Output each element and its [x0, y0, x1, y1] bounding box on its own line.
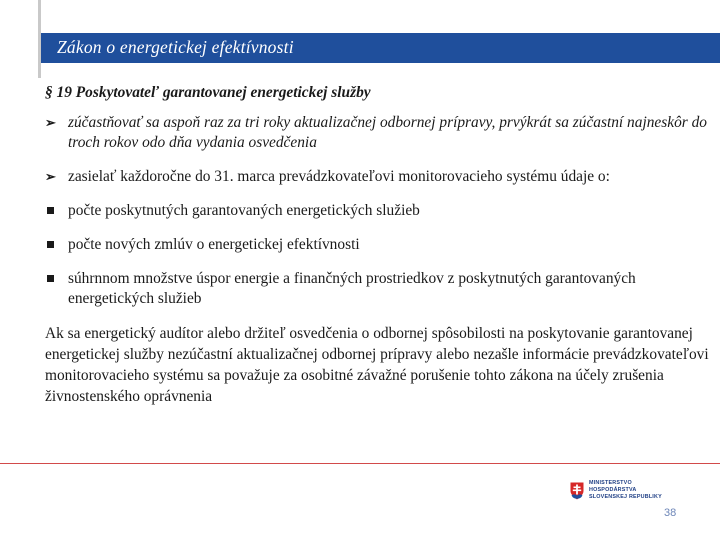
list-item-text: počte nových zmlúv o energetickej efektívnosti [68, 236, 360, 253]
square-bullet-icon [47, 207, 54, 214]
arrow-bullet-icon: ➢ [45, 169, 56, 184]
list-item-text: zasielať každoročne do 31. marca prevádzkovateľovi monitorovacieho systému údaje o: [68, 168, 610, 185]
title-bar [41, 33, 720, 63]
slide-content [45, 83, 713, 407]
logo-line: MINISTERSTVO [589, 480, 632, 486]
list-item [45, 235, 713, 255]
square-bullet-icon [47, 241, 54, 248]
list-item-text: zúčastňovať sa aspoň raz za tri roky aktualizačnej odbornej prípravy, prvýkrát sa zúčastní najneskôr do troch rokov odo dňa vydania osvedčenia [68, 114, 707, 151]
list-item [45, 201, 713, 221]
list-item-text: počte poskytnutých garantovaných energetických služieb [68, 202, 420, 219]
page-number: 38 [664, 507, 677, 519]
ministry-logo [569, 479, 719, 509]
arrow-bullet-icon: ➢ [45, 115, 56, 130]
list-item-text: súhrnnom množstve úspor energie a finančných prostriedkov z poskytnutých garantovaných energetických služieb [68, 270, 636, 307]
logo-text [589, 480, 662, 502]
slovak-coat-of-arms-icon [569, 481, 585, 501]
list-item [45, 113, 713, 153]
footer-rule [0, 463, 720, 464]
list-item [45, 269, 713, 309]
square-bullet-icon [47, 275, 54, 282]
logo-line: HOSPODÁRSTVA [589, 487, 637, 494]
page-title: Zákon o energetickej efektívnosti [57, 37, 294, 57]
section-heading: § 19 Poskytovateľ garantovanej energetickej služby [45, 84, 371, 101]
closing-paragraph: Ak sa energetický audítor alebo držiteľ osvedčenia o odbornej spôsobilosti na poskytovanie garantovanej energetickej služby nezúčastní aktualizačnej odbornej prípravy alebo nezašle informácie prevádzkovateľovi monitorovacieho systému sa považuje za osobitné závažné porušenie tohto zákona na účely zrušenia živnostenského oprávnenia [45, 325, 709, 405]
logo-line: SLOVENSKEJ REPUBLIKY [589, 494, 662, 501]
list-item [45, 167, 713, 187]
